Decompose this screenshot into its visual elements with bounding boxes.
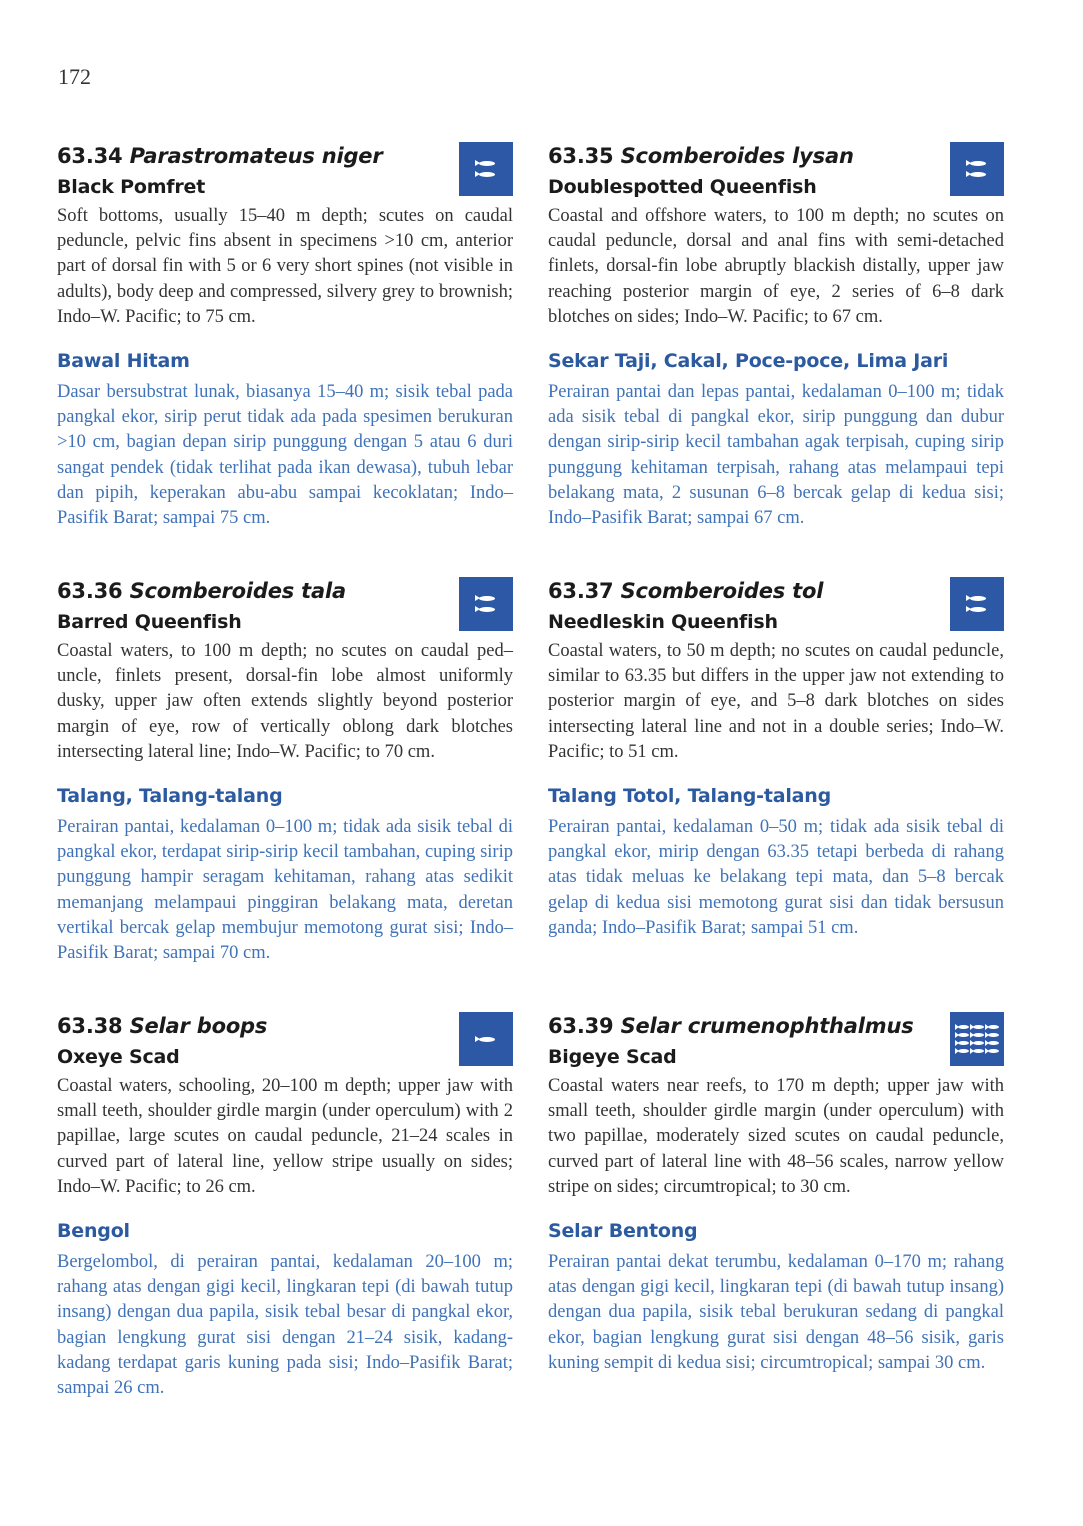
fish-school-icon [950, 1012, 1004, 1066]
common-name: Black Pomfret [57, 176, 206, 198]
local-description: Perairan pantai, kedalaman 0–100 m; tidak ada sisik tebal di pangkal ekor, terdapat sirip-sirip kecil tambahan, cuping sirip punggung hampir seragam kehitaman, rahang atas sedikit memanjang melampaui pinggiran belakang mata, deretan vertikal bercak gelap membujur memotong gurat sisi; Indo–Pasifik Barat; sampai 70 cm. [57, 817, 513, 964]
local-description: Perairan pantai, kedalaman 0–50 m; tidak ada sisik tebal di pangkal ekor, mirip dengan 63.35 tetapi berbeda di rahang atas tidak meluas ke belakang tepi mata, dan 5–8 bercak gelap di kedua sisi memotong gurat sisi dan tidak bersusun ganda; Indo–Pasifik Barat; sampai 51 cm. [548, 817, 1004, 938]
local-name: Selar Bentong [548, 1220, 698, 1243]
scientific-name: Scomberoides tala [129, 579, 346, 603]
local-name: Sekar Taji, Cakal, Poce-poce, Lima Jari [548, 350, 949, 373]
common-name: Needleskin Queenfish [548, 611, 778, 633]
scientific-name: Parastromateus niger [129, 144, 383, 168]
species-entry-63-35 [548, 142, 1004, 531]
entry-number: 63.34 [57, 144, 123, 168]
description: Coastal waters, to 50 m depth; no scutes on caudal peduncle, similar to 63.35 but differs in the upper jaw not extending to posterior margin of eye, and 5–8 dark blotches on sides intersecting lateral line and not in a double series; Indo–W. Pacific; to 51 cm. [548, 641, 1004, 762]
two-fish-icon [950, 577, 1004, 631]
entry-number: 63.38 [57, 1014, 123, 1038]
entry-title [57, 142, 513, 170]
local-name: Talang Totol, Talang-talang [548, 785, 832, 808]
two-fish-icon [950, 142, 1004, 196]
species-entry-63-36 [57, 577, 513, 966]
entry-number: 63.37 [548, 579, 614, 603]
entry-number: 63.36 [57, 579, 123, 603]
two-fish-icon [459, 142, 513, 196]
entry-title [57, 577, 513, 605]
entry-number: 63.39 [548, 1014, 614, 1038]
description: Coastal waters near reefs, to 170 m depth; upper jaw with small teeth, shoulder girdle margin (under operculum) with two papillae, moderately sized scutes on caudal peduncle, curved part of lateral line with 48–56 scales, narrow yellow stripe on sides; circumtropical; to 30 cm. [548, 1076, 1004, 1197]
species-entry-63-39 [548, 1012, 1004, 1376]
entry-title [548, 577, 1004, 605]
description: Coastal and offshore waters, to 100 m depth; no scutes on caudal peduncle, dorsal and anal fins with semi-detached finlets, dorsal-fin lobe abruptly blackish distally, upper jaw reaching posterior margin of eye, 2 series of 6–8 dark blotches on sides; Indo–W. Pacific; to 67 cm. [548, 206, 1004, 327]
local-name: Bengol [57, 1220, 130, 1243]
description: Coastal waters, schooling, 20–100 m depth; upper jaw with small teeth, shoulder girdle margin (under operculum) with 2 papillae, large scutes on caudal peduncle, 21–24 scales in curved part of lateral line, yellow stripe usually on sides; Indo–W. Pacific; to 26 cm. [57, 1076, 513, 1197]
local-name: Bawal Hitam [57, 350, 190, 373]
local-description: Bergelombol, di perairan pantai, kedalaman 20–100 m; rahang atas dengan gigi kecil, lingkaran tepi (di bawah tutup insang) dengan dua papila, sisik tebal besar di pangkal ekor, bagian lengkung gurat sisi dengan 21–24 sisik, kadang-kadang terdapat garis kuning pada sisi; Indo–Pasifik Barat; sampai 26 cm. [57, 1252, 513, 1399]
local-description: Perairan pantai dekat terumbu, kedalaman 0–170 m; rahang atas dengan gigi kecil, lingkaran tepi (di bawah tutup insang) dengan dua papila, sisik tebal berukuran sedang di pangkal ekor, bagian lengkung gurat sisi dengan 48–56 sisik, garis kuning sempit di kedua sisi; circumtropical; sampai 30 cm. [548, 1252, 1004, 1373]
common-name: Barred Queenfish [57, 611, 242, 633]
entry-title [548, 142, 1004, 170]
entry-number: 63.35 [548, 144, 614, 168]
two-fish-icon [459, 577, 513, 631]
species-entry-63-34 [57, 142, 513, 531]
local-description: Dasar bersubstrat lunak, biasanya 15–40 m; sisik tebal pada pangkal ekor, sirip perut tidak ada pada spesimen berukuran >10 cm, bagian depan sirip punggung dengan 5 atau 6 duri sangat pendek (tidak terlihat pada ikan dewasa), tubuh lebar dan pipih, keperakan abu-abu sampai kecoklatan; Indo–Pasifik Barat; sampai 75 cm. [57, 382, 513, 529]
single-fish-icon [459, 1012, 513, 1066]
scientific-name: Selar boops [129, 1014, 268, 1038]
common-name: Oxeye Scad [57, 1046, 180, 1068]
entry-title [548, 1012, 1004, 1040]
scientific-name: Selar crumenophthalmus [620, 1014, 914, 1038]
scientific-name: Scomberoides lysan [620, 144, 854, 168]
common-name: Doublespotted Queenfish [548, 176, 817, 198]
common-name: Bigeye Scad [548, 1046, 677, 1068]
scientific-name: Scomberoides tol [620, 579, 824, 603]
local-name: Talang, Talang-talang [57, 785, 283, 808]
description: Coastal waters, to 100 m depth; no scutes on caudal ped–uncle, finlets present, dorsal-fin lobe almost uniformly dusky, upper jaw often extends slightly beyond posterior margin of eye, row of vertically oblong dark blotches intersecting lateral line; Indo–W. Pacific; to 70 cm. [57, 641, 513, 762]
local-description: Perairan pantai dan lepas pantai, kedalaman 0–100 m; tidak ada sisik tebal di pangkal ekor, sirip punggung dan dubur dengan sirip-sirip kecil tambahan agak terpisah, cuping sirip punggung kehitaman terpisah, rahang atas melampaui tepi belakang mata, 2 susunan 6–8 bercak gelap di kedua sisi; Indo–Pasifik Barat; sampai 67 cm. [548, 382, 1004, 529]
entry-title [57, 1012, 513, 1040]
species-entry-63-37 [548, 577, 1004, 941]
description: Soft bottoms, usually 15–40 m depth; scutes on caudal peduncle, pelvic fins absent in specimens >10 cm, anterior part of dorsal fin with 5 or 6 very short spines (not visible in adults), body deep and compressed, silvery grey to brownish; Indo–W. Pacific; to 75 cm. [57, 206, 513, 327]
species-entry-63-38 [57, 1012, 513, 1401]
page-number: 172 [58, 64, 91, 89]
